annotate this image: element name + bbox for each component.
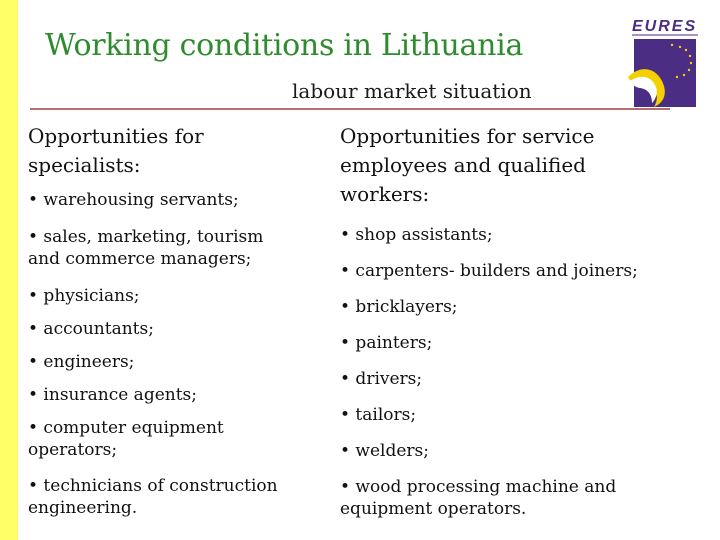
left-accent-bar <box>0 0 18 540</box>
list-item: • insurance agents; <box>28 385 197 405</box>
list-item: • engineers; <box>28 352 135 372</box>
specialists-heading-line2: specialists: <box>28 153 141 177</box>
list-item: • wood processing machine and <box>340 477 617 497</box>
list-item: engineering. <box>28 498 138 518</box>
list-item: • physicians; <box>28 286 140 306</box>
header-divider <box>30 108 670 110</box>
workers-heading-line3: workers: <box>340 182 430 206</box>
list-item: • shop assistants; <box>340 225 493 245</box>
list-item: • accountants; <box>28 319 154 339</box>
list-item: • tailors; <box>340 405 417 425</box>
list-item: • welders; <box>340 441 430 461</box>
list-item: • computer equipment <box>28 418 224 438</box>
eures-logo-icon <box>620 15 702 110</box>
page-title: Working conditions in Lithuania <box>45 28 524 63</box>
list-item: • technicians of construction <box>28 476 278 496</box>
list-item: • sales, marketing, tourism <box>28 227 264 247</box>
list-item: • carpenters- builders and joiners; <box>340 261 638 281</box>
list-item: • painters; <box>340 333 433 353</box>
specialists-column <box>28 122 328 519</box>
specialists-heading-line1: Opportunities for <box>28 124 204 148</box>
list-item: • bricklayers; <box>340 297 458 317</box>
svg-text:EURES: EURES <box>632 18 698 35</box>
list-item: • drivers; <box>340 369 423 389</box>
list-item: and commerce managers; <box>28 249 252 269</box>
list-item: operators; <box>28 440 118 460</box>
page-subtitle: labour market situation <box>292 79 532 103</box>
workers-heading-line2: employees and qualified <box>340 153 586 177</box>
workers-heading-line1: Opportunities for service <box>340 124 595 148</box>
list-item: equipment operators. <box>340 499 527 519</box>
workers-column <box>340 122 700 520</box>
list-item: • warehousing servants; <box>28 190 239 210</box>
